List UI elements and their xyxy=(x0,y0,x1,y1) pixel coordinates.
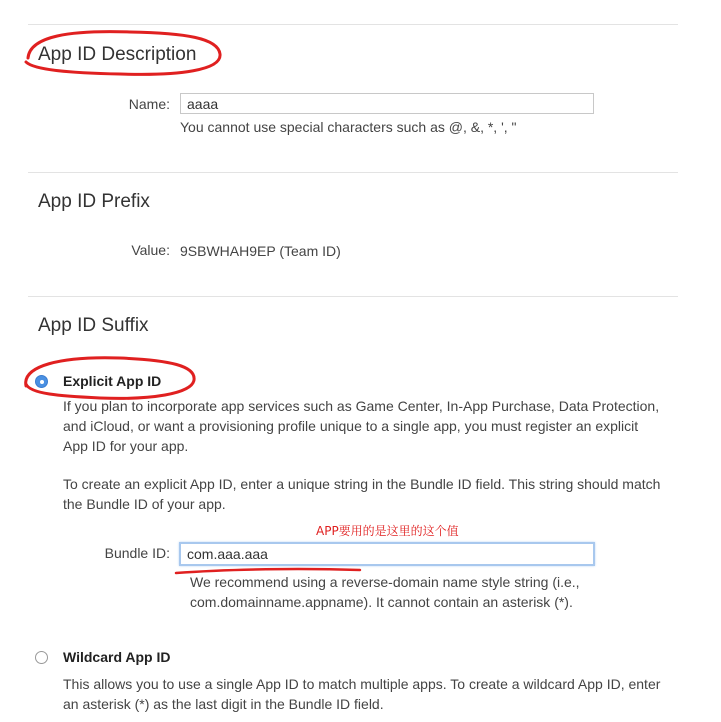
wildcard-description: This allows you to use a single App ID to match multiple apps. To create a wildcard App ID, enter an asterisk (*) as the last digit in the Bundle ID field. xyxy=(63,676,661,712)
prefix-value-label: Value: xyxy=(131,242,170,258)
prefix-section-title: App ID Prefix xyxy=(38,191,150,212)
suffix-section-title: App ID Suffix xyxy=(38,315,149,336)
explicit-description-1: If you plan to incorporate app services such as Game Center, In-App Purchase, Data Protection, and iCloud, or want a provisioning profile unique to a single app, you must register an explicit App ID for your app. xyxy=(63,398,660,454)
explicit-app-id-label[interactable]: Explicit App ID xyxy=(63,373,162,389)
annotation-text: APP要用的是这里的这个值 xyxy=(316,524,459,538)
description-section-title: App ID Description xyxy=(38,44,197,65)
wildcard-app-id-radio[interactable] xyxy=(35,651,48,664)
name-label: Name: xyxy=(128,96,170,112)
explicit-description-2: To create an explicit App ID, enter a unique string in the Bundle ID field. This string should match the Bundle ID of your app. xyxy=(63,476,661,512)
name-input[interactable] xyxy=(180,93,594,114)
wildcard-app-id-label[interactable]: Wildcard App ID xyxy=(63,649,171,665)
bundle-id-hint: We recommend using a reverse-domain name style string (i.e., com.domainname.appname). It cannot contain an asterisk (*). xyxy=(190,574,580,610)
description-divider xyxy=(28,172,678,173)
prefix-divider xyxy=(28,296,678,297)
explicit-app-id-radio[interactable] xyxy=(35,375,48,388)
name-hint: You cannot use special characters such as @, &, *, ', " xyxy=(180,119,517,135)
prefix-value: 9SBWHAH9EP (Team ID) xyxy=(180,243,341,259)
top-divider xyxy=(28,24,678,25)
bundle-id-label: Bundle ID: xyxy=(104,545,170,561)
bundle-id-input[interactable] xyxy=(179,542,595,566)
